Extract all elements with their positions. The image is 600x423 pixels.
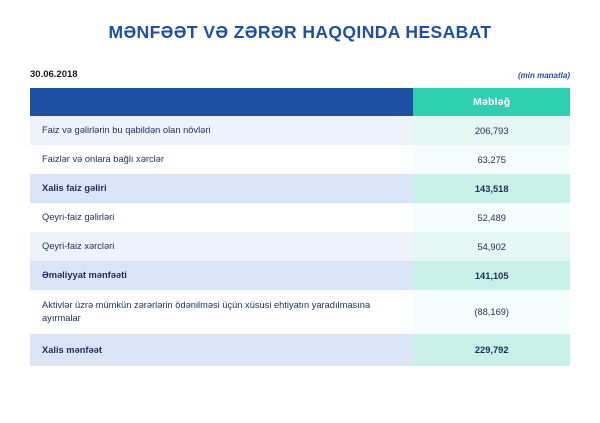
row-label: Faizlər və onlara bağlı xərclər [30, 145, 413, 174]
row-value: 63,275 [413, 145, 570, 174]
table-row [30, 203, 570, 232]
title-bar [0, 0, 600, 63]
page-title: MƏNFƏƏT VƏ ZƏRƏR HAQQINDA HESABAT [108, 22, 492, 42]
row-value: 52,489 [413, 203, 570, 232]
table-container [0, 88, 600, 366]
table-header-row [30, 88, 570, 116]
row-label: Aktivlər üzrə mümkün zərərlərin ödənilməsi üçün xüsusi ehtiyatın yaradılmasına ayırmalar [30, 290, 413, 334]
unit-note: (min manatla) [517, 71, 570, 80]
table-row [30, 174, 570, 203]
meta-row [0, 63, 600, 88]
table-body [30, 116, 570, 366]
row-value: 54,902 [413, 232, 570, 261]
report-date: 30.06.2018 [30, 69, 78, 80]
table-head [30, 88, 570, 116]
row-value: (88,169) [413, 290, 570, 334]
row-value: 206,793 [413, 116, 570, 145]
column-header-label [30, 88, 413, 116]
table-row [30, 334, 570, 366]
row-value: 143,518 [413, 174, 570, 203]
row-label: Əməliyyat mənfəəti [30, 261, 413, 290]
table-row [30, 116, 570, 145]
report-table [30, 88, 570, 366]
table-row [30, 261, 570, 290]
row-label: Faiz və gəlirlərin bu qabildən olan növləri [30, 116, 413, 145]
table-row [30, 290, 570, 334]
row-value: 141,105 [413, 261, 570, 290]
table-row [30, 232, 570, 261]
row-label: Xalis faiz gəliri [30, 174, 413, 203]
row-label: Qeyri-faiz xərcləri [30, 232, 413, 261]
column-header-amount: Məbləğ [413, 88, 570, 116]
row-label: Xalis mənfəət [30, 334, 413, 366]
row-label: Qeyri-faiz gəlirləri [30, 203, 413, 232]
row-value: 229,792 [413, 334, 570, 366]
table-row [30, 145, 570, 174]
